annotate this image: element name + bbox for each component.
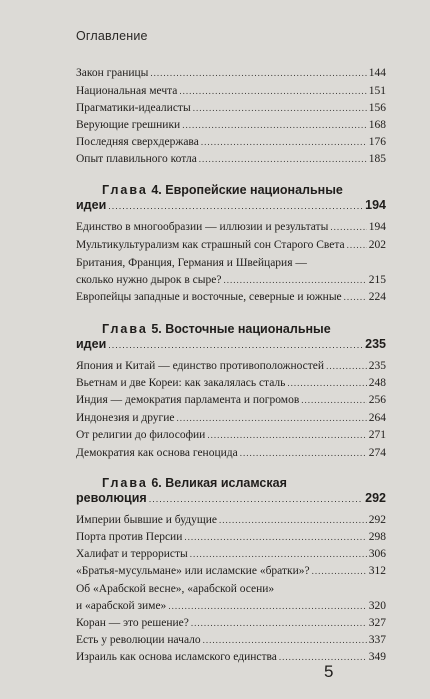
chapter-title: Восточные национальные bbox=[165, 322, 331, 336]
toc-entry-page: 185 bbox=[368, 153, 386, 165]
toc-entry-page: 264 bbox=[368, 412, 386, 424]
chapter-title-cont: революция bbox=[76, 491, 147, 505]
chapter-number: 4. bbox=[151, 183, 162, 197]
toc-entry-page: 298 bbox=[368, 531, 386, 543]
leader-dots bbox=[199, 152, 367, 166]
toc-entry-title: Индия — демократия парламента и погромов bbox=[76, 394, 300, 406]
toc-entry-page: 151 bbox=[368, 85, 386, 97]
leader-dots bbox=[182, 118, 367, 132]
chapter-title: Великая исламская bbox=[165, 476, 287, 490]
leader-dots bbox=[184, 530, 366, 544]
leader-dots bbox=[347, 238, 367, 252]
toc-entry-title: Мультикультурализм как страшный сон Старого Света bbox=[76, 239, 345, 251]
toc-entry-title: сколько нужно дырок в сыре? bbox=[76, 274, 222, 286]
toc-entry-page: 256 bbox=[368, 394, 386, 406]
toc-entry-page: 274 bbox=[368, 447, 386, 459]
toc-entry-title: Империи бывшие и будущие bbox=[76, 514, 217, 526]
leader-dots bbox=[240, 446, 367, 460]
toc-entry-title: Халифат и террористы bbox=[76, 548, 188, 560]
chapter-heading-last-line bbox=[76, 337, 386, 353]
toc-entry-title: Порта против Персии bbox=[76, 531, 183, 543]
leader-dots bbox=[177, 411, 367, 425]
toc-entry-title: Опыт плавильного котла bbox=[76, 153, 197, 165]
toc-entry bbox=[76, 547, 386, 561]
leader-dots bbox=[193, 101, 367, 115]
toc-entry-first-line: Об «Арабской весне», «арабской осени» bbox=[76, 583, 275, 595]
toc-entry-title: От религии до философии bbox=[76, 429, 206, 441]
leader-dots bbox=[201, 135, 367, 149]
leader-dots bbox=[344, 290, 367, 304]
leader-dots bbox=[219, 513, 367, 527]
toc-entry-page: 176 bbox=[368, 136, 386, 148]
leader-dots bbox=[312, 564, 367, 578]
toc-entry-page: 202 bbox=[368, 239, 386, 251]
chapter-label: Глава bbox=[102, 322, 148, 336]
toc-entry bbox=[76, 118, 386, 132]
toc-entry bbox=[76, 616, 386, 630]
leader-dots bbox=[190, 547, 367, 561]
toc-entry-page: 312 bbox=[368, 565, 386, 577]
leader-dots bbox=[207, 428, 366, 442]
toc-entry bbox=[76, 220, 386, 234]
toc-entry-page: 327 bbox=[368, 617, 386, 629]
toc-entry-title: Израиль как основа исламского единства bbox=[76, 651, 277, 663]
toc-entry-title: Демократия как основа геноцида bbox=[76, 447, 238, 459]
toc-entry-title: Есть у революции начало bbox=[76, 634, 201, 646]
toc-entry-page: 194 bbox=[368, 221, 386, 233]
chapter-number: 5. bbox=[151, 322, 162, 336]
leader-dots bbox=[150, 66, 366, 80]
running-head: Оглавление bbox=[76, 29, 148, 43]
toc-entry bbox=[76, 446, 386, 460]
toc-entry bbox=[76, 650, 386, 664]
toc-entry-title: и «арабской зиме» bbox=[76, 600, 167, 612]
toc-entry-page: 349 bbox=[368, 651, 386, 663]
toc-entry-page: 144 bbox=[368, 67, 386, 79]
leader-dots bbox=[149, 492, 363, 507]
toc-entry bbox=[76, 564, 386, 578]
leader-dots bbox=[301, 393, 367, 407]
chapter-label: Глава bbox=[102, 183, 148, 197]
toc-entry-page: 168 bbox=[368, 119, 386, 131]
toc-entry-title: Единство в многообразии — иллюзии и результаты bbox=[76, 221, 329, 233]
toc-entry-page: 292 bbox=[368, 514, 386, 526]
leader-dots bbox=[179, 84, 366, 98]
toc-entry-title: Вьетнам и две Кореи: как закалялась сталь bbox=[76, 377, 286, 389]
toc-entry bbox=[76, 411, 386, 425]
toc-entry-page: 215 bbox=[368, 274, 386, 286]
toc-entry-page: 337 bbox=[368, 634, 386, 646]
chapter-title-cont: идеи bbox=[76, 198, 107, 212]
page-number: 5 bbox=[324, 662, 334, 681]
chapter-title-cont: идеи bbox=[76, 337, 107, 351]
toc-entry bbox=[76, 513, 386, 527]
toc-entry bbox=[76, 633, 386, 647]
leader-dots bbox=[108, 199, 363, 214]
leader-dots bbox=[326, 359, 367, 373]
toc-entry-first-line: Британия, Франция, Германия и Швейцария — bbox=[76, 257, 307, 269]
chapter-heading-last-line bbox=[76, 491, 386, 507]
toc-entry bbox=[76, 66, 386, 80]
chapter-heading bbox=[102, 476, 287, 491]
toc-entry-page: 156 bbox=[368, 102, 386, 114]
toc-entry bbox=[76, 428, 386, 442]
toc-entry-title: Индонезия и другие bbox=[76, 412, 175, 424]
toc-entry-title: «Братья-мусульмане» или исламские «братки»? bbox=[76, 565, 310, 577]
toc-entry bbox=[76, 135, 386, 149]
toc-entry bbox=[76, 101, 386, 115]
toc-entry-title: Коран — это решение? bbox=[76, 617, 189, 629]
toc-entry bbox=[76, 273, 386, 287]
toc-entry bbox=[76, 152, 386, 166]
leader-dots bbox=[223, 273, 366, 287]
toc-entry bbox=[76, 376, 386, 390]
toc-entry-title: Закон границы bbox=[76, 67, 149, 79]
chapter-title: Европейские национальные bbox=[165, 183, 343, 197]
chapter-heading bbox=[102, 183, 343, 198]
chapter-page: 194 bbox=[365, 198, 386, 212]
toc-entry-page: 235 bbox=[368, 360, 386, 372]
toc-entry-page: 224 bbox=[368, 291, 386, 303]
toc-entry-title: Прагматики-идеалисты bbox=[76, 102, 191, 114]
leader-dots bbox=[191, 616, 367, 630]
chapter-page: 292 bbox=[365, 491, 386, 505]
chapter-heading bbox=[102, 322, 331, 337]
chapter-page: 235 bbox=[365, 337, 386, 351]
toc-entry bbox=[76, 238, 386, 252]
leader-dots bbox=[168, 599, 366, 613]
toc-entry-title: Европейцы западные и восточные, северные и южные bbox=[76, 291, 342, 303]
toc-entry bbox=[76, 530, 386, 544]
leader-dots bbox=[108, 338, 363, 353]
toc-entry-page: 248 bbox=[368, 377, 386, 389]
toc-entry bbox=[76, 599, 386, 613]
toc-entry bbox=[76, 393, 386, 407]
leader-dots bbox=[279, 650, 367, 664]
toc-entry-title: Национальная мечта bbox=[76, 85, 178, 97]
toc-entry-title: Верующие грешники bbox=[76, 119, 181, 131]
toc-entry-title: Последняя сверхдержава bbox=[76, 136, 199, 148]
leader-dots bbox=[287, 376, 366, 390]
toc-entry-page: 306 bbox=[368, 548, 386, 560]
toc-entry-page: 320 bbox=[368, 600, 386, 612]
toc-entry bbox=[76, 84, 386, 98]
toc-entry-page: 271 bbox=[368, 429, 386, 441]
toc-entry-title: Япония и Китай — единство противоположностей bbox=[76, 360, 325, 372]
chapter-heading-last-line bbox=[76, 198, 386, 214]
toc-entry bbox=[76, 290, 386, 304]
chapter-number: 6. bbox=[151, 476, 162, 490]
toc-entry bbox=[76, 359, 386, 373]
leader-dots bbox=[330, 220, 366, 234]
leader-dots bbox=[203, 633, 367, 647]
chapter-label: Глава bbox=[102, 476, 148, 490]
